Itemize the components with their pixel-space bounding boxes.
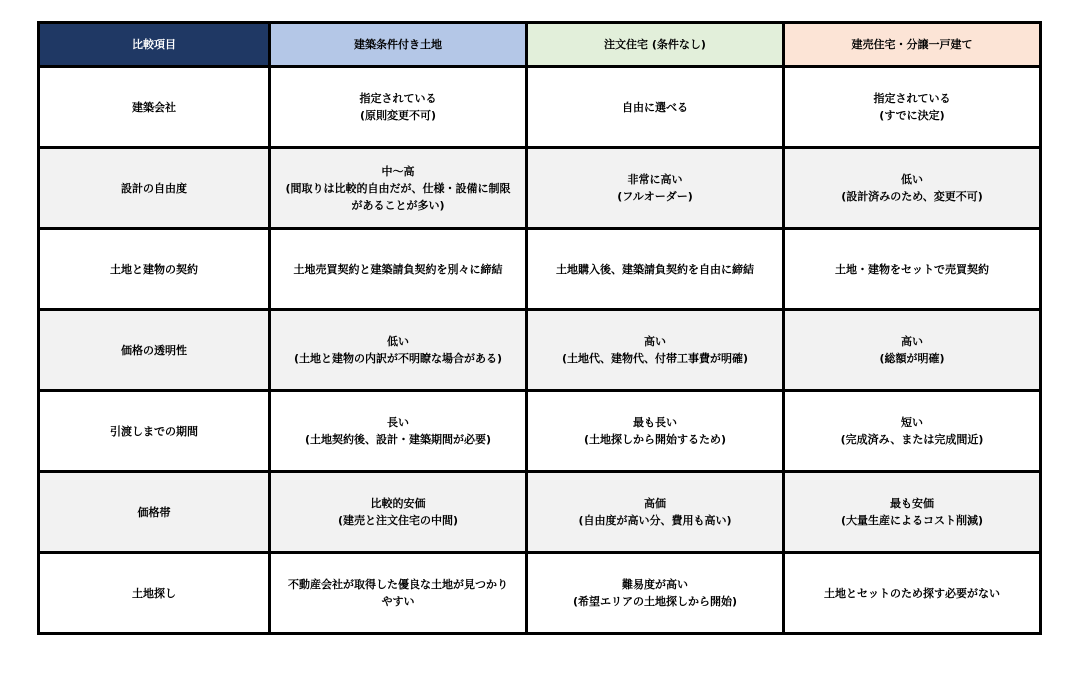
cell-text-line: (建売と注文住宅の中間) xyxy=(337,514,459,527)
cell-text-line: (間取りは比較的自由だが、仕様・設備に制限 xyxy=(285,181,511,195)
table-row xyxy=(39,553,1041,634)
cell-text-line: 非常に高い xyxy=(627,173,683,186)
cell-custom-house xyxy=(527,391,784,472)
cell-ready-built-house xyxy=(784,148,1041,229)
cell-text-line: 指定されている xyxy=(873,92,951,105)
cell-ready-built-house xyxy=(784,553,1041,634)
cell-text-line: 低い xyxy=(387,335,409,348)
cell-conditional-land xyxy=(270,67,527,148)
row-label: 価格帯 xyxy=(39,472,270,553)
table-row xyxy=(39,148,1041,229)
cell-custom-house xyxy=(527,310,784,391)
cell-text-line: (土地契約後、設計・建築期間が必要) xyxy=(304,433,492,446)
cell-ready-built-house xyxy=(784,472,1041,553)
cell-text-line: (原則変更不可) xyxy=(359,109,437,122)
cell-text-line: (設計済みのため、変更不可) xyxy=(841,190,983,203)
cell-text-line: 比較的安価 xyxy=(370,497,426,510)
cell-text-line: 高価 xyxy=(644,497,666,510)
cell-conditional-land xyxy=(270,553,527,634)
cell-ready-built-house xyxy=(784,391,1041,472)
table-row xyxy=(39,310,1041,391)
cell-conditional-land xyxy=(270,229,527,310)
cell-conditional-land xyxy=(270,310,527,391)
cell-text-line: 指定されている xyxy=(359,92,437,105)
cell-conditional-land xyxy=(270,472,527,553)
header-row xyxy=(39,23,1041,67)
cell-text-line: (すでに決定) xyxy=(879,109,945,122)
table-row xyxy=(39,67,1041,148)
table-row xyxy=(39,391,1041,472)
cell-text-line: 不動産会社が取得した優良な土地が見つかり xyxy=(288,578,508,591)
cell-ready-built-house xyxy=(784,229,1041,310)
cell-text-line: 長い xyxy=(387,416,409,429)
header-ready-built-house: 建売住宅・分譲一戸建て xyxy=(784,23,1041,67)
cell-text-line: 高い xyxy=(644,335,666,348)
header-conditional-land: 建築条件付き土地 xyxy=(270,23,527,67)
cell-text-line: (自由度が高い分、費用も高い) xyxy=(578,514,732,527)
cell-custom-house xyxy=(527,229,784,310)
cell-custom-house xyxy=(527,553,784,634)
cell-custom-house xyxy=(527,148,784,229)
cell-ready-built-house xyxy=(784,67,1041,148)
cell-text-line: (フルオーダー) xyxy=(617,190,693,203)
table-row xyxy=(39,229,1041,310)
cell-conditional-land xyxy=(270,148,527,229)
cell-text-line: 低い xyxy=(901,173,923,186)
cell-text-line: 高い xyxy=(901,335,923,348)
cell-custom-house xyxy=(527,472,784,553)
cell-text-line: 最も安価 xyxy=(890,497,934,510)
row-label: 価格の透明性 xyxy=(39,310,270,391)
cell-text-line: 中～高 xyxy=(381,164,415,178)
cell-text-line: (土地探しから開始するため) xyxy=(583,433,727,446)
cell-text-line: 土地購入後、建築請負契約を自由に締結 xyxy=(556,262,754,276)
header-comparison-item: 比較項目 xyxy=(39,23,270,67)
cell-text-line: (土地と建物の内訳が不明瞭な場合がある) xyxy=(293,352,503,365)
cell-text-line: があることが多い) xyxy=(351,198,445,212)
cell-text-line: (希望エリアの土地探しから開始) xyxy=(572,595,738,608)
cell-ready-built-house xyxy=(784,310,1041,391)
cell-text-line: (大量生産によるコスト削減) xyxy=(840,514,984,527)
cell-text-line: 短い xyxy=(901,416,923,429)
cell-text-line: 自由に選べる xyxy=(622,100,688,114)
cell-text-line: 土地とセットのため探す必要がない xyxy=(824,586,1000,600)
cell-conditional-land xyxy=(270,391,527,472)
cell-custom-house xyxy=(527,67,784,148)
cell-text-line: 土地・建物をセットで売買契約 xyxy=(835,262,989,276)
cell-text-line: (完成済み、または完成間近) xyxy=(840,433,984,446)
cell-text-line: 難易度が高い xyxy=(622,578,688,591)
cell-text-line: (総額が明確) xyxy=(879,352,945,365)
comparison-table xyxy=(37,21,1042,635)
cell-text-line: 最も長い xyxy=(633,416,677,429)
cell-text-line: (土地代、建物代、付帯工事費が明確) xyxy=(561,352,749,365)
header-custom-house: 注文住宅 (条件なし) xyxy=(527,23,784,67)
row-label: 土地探し xyxy=(39,553,270,634)
row-label: 設計の自由度 xyxy=(39,148,270,229)
cell-text-line: やすい xyxy=(381,595,415,608)
table-body xyxy=(39,67,1041,634)
row-label: 土地と建物の契約 xyxy=(39,229,270,310)
cell-text-line: 土地売買契約と建築請負契約を別々に締結 xyxy=(293,262,503,276)
row-label: 建築会社 xyxy=(39,67,270,148)
row-label: 引渡しまでの期間 xyxy=(39,391,270,472)
table-row xyxy=(39,472,1041,553)
